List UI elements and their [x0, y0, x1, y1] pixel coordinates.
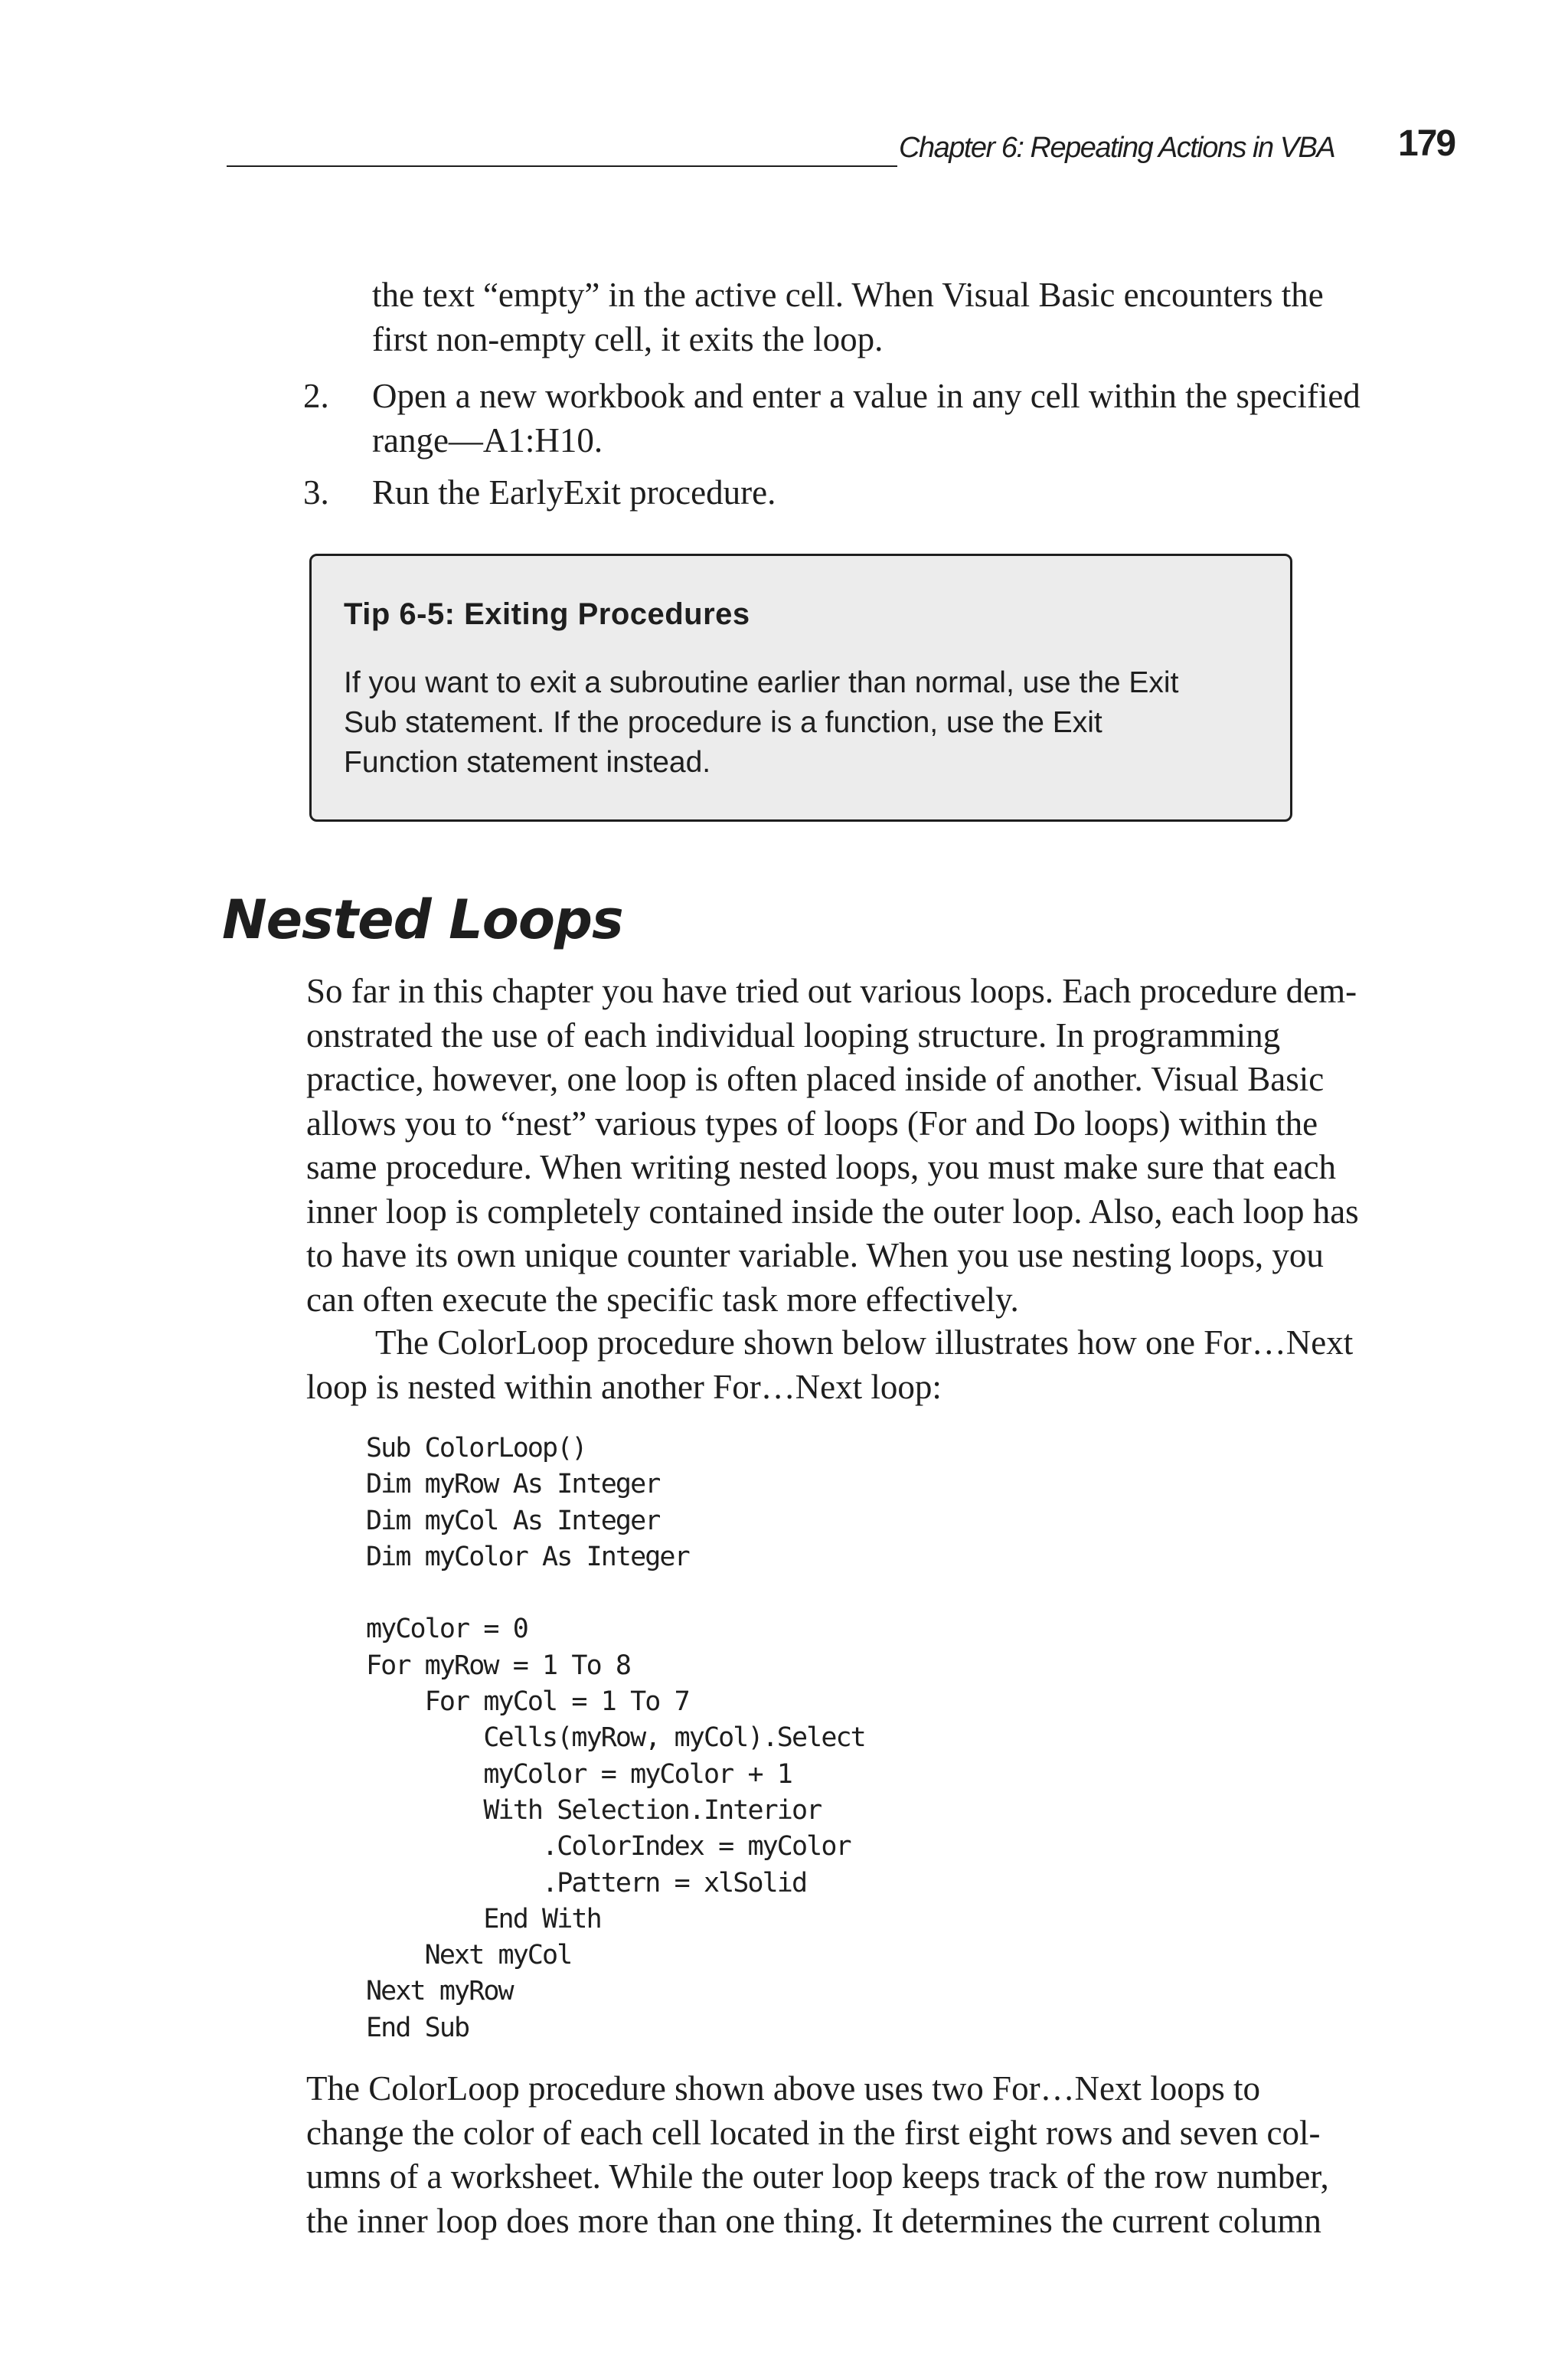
- text-line: Run the EarlyExit procedure.: [372, 473, 776, 512]
- text-line: can often execute the specific task more effectively.: [306, 1280, 1019, 1319]
- continuation-paragraph: [372, 273, 1324, 361]
- section-heading: Nested Loops: [222, 888, 623, 951]
- step-text: [372, 374, 1361, 463]
- text-line: first non-empty cell, it exits the loop.: [372, 319, 884, 358]
- text-line: umns of a worksheet. While the outer loop keeps track of the row number,: [306, 2157, 1329, 2196]
- tip-body: [344, 663, 1178, 783]
- tip-box: [309, 554, 1292, 822]
- text-line: to have its own unique counter variable. When you use nesting loops, you: [306, 1236, 1324, 1274]
- text-line: Open a new workbook and enter a value in any cell within the specified: [372, 377, 1361, 415]
- text-line: If you want to exit a subroutine earlier than normal, use the Exit: [344, 666, 1179, 699]
- step-text: [372, 471, 776, 515]
- page-number: 179: [1398, 123, 1455, 164]
- text-line: onstrated the use of each individual looping structure. In programming: [306, 1015, 1281, 1055]
- text-line: loop is nested within another For…Next loop:: [306, 1367, 942, 1406]
- text-line: The ColorLoop procedure shown below illustrates how one For…Next: [375, 1323, 1354, 1362]
- text-line: inner loop is completely contained inside the outer loop. Also, each loop has: [306, 1192, 1359, 1231]
- text-line: change the color of each cell located in the first eight rows and seven col-: [306, 2113, 1321, 2152]
- text-line: same procedure. When writing nested loops, you must make sure that each: [306, 1148, 1337, 1186]
- code-listing: Sub ColorLoop() Dim myRow As Integer Dim myCol As Integer Dim myColor As Integer myColor = 0 For myRow = 1 To 8 For myCol = 1 To 7 Cells(myRow, myCol).Select myColor = myColor + 1 With Selection.Interior .ColorIndex = myColor .Pattern = xlSolid End With Next myCol Next myRow End Sub: [366, 1433, 865, 2043]
- text-line: Function statement instead.: [344, 746, 711, 779]
- page-header: [227, 121, 1498, 175]
- text-line: practice, however, one loop is often placed inside of another. Visual Basic: [306, 1060, 1325, 1098]
- text-line: The ColorLoop procedure shown above uses two For…Next loops to: [306, 2069, 1261, 2108]
- text-line: allows you to “nest” various types of loops (For and Do loops) within the: [306, 1104, 1318, 1143]
- body-paragraph: [306, 2067, 1329, 2243]
- step-number: 3.: [303, 473, 329, 512]
- tip-title: Tip 6-5: Exiting Procedures: [344, 597, 750, 631]
- header-rule: [227, 165, 897, 167]
- step-number: 2.: [303, 377, 329, 415]
- text-line: Sub statement. If the procedure is a function, use the Exit: [344, 706, 1102, 739]
- text-line: range—A1:H10.: [372, 420, 603, 459]
- text-line: So far in this chapter you have tried out various loops. Each procedure dem-: [306, 972, 1357, 1010]
- chapter-title: Chapter 6: Repeating Actions in VBA: [899, 132, 1335, 164]
- text-line: the inner loop does more than one thing. It determines the current column: [306, 2201, 1321, 2240]
- body-paragraph: [306, 1321, 1353, 1409]
- text-line: the text “empty” in the active cell. When Visual Basic encounters the: [372, 276, 1324, 314]
- body-paragraph: [306, 970, 1359, 1322]
